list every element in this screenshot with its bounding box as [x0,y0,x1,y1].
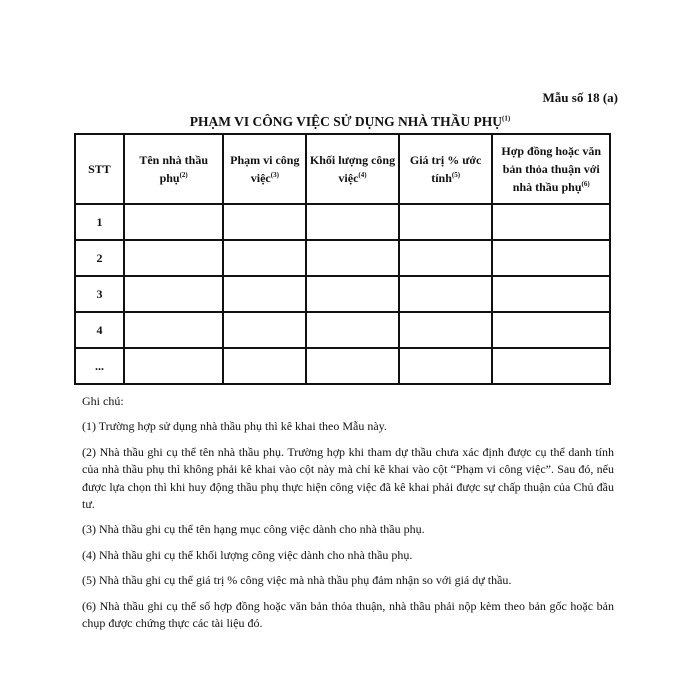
table-cell [223,204,306,240]
form-number: Mẫu số 18 (a) [542,90,618,105]
table-cell [223,348,306,384]
title-text: PHẠM VI CÔNG VIỆC SỬ DỤNG NHÀ THẦU PHỤ [189,114,503,129]
table-cell [124,348,224,384]
table-cell [306,240,399,276]
notes-heading: Ghi chú: [82,394,124,408]
table-row [75,276,610,312]
row-number: 2 [75,240,124,276]
table-cell [492,276,610,312]
note-item: (1) Trường hợp sử dụng nhà thầu phụ thì kê khai theo Mẫu này. [82,419,387,434]
table-cell [223,276,306,312]
table-row [75,348,610,384]
note-item: (6) Nhà thầu ghi cụ thể số hợp đồng hoặc văn bản thỏa thuận, nhà thầu phải nộp kèm theo bản gốc hoặc bản chụp được chứng thực các tài liệu đó. [82,598,614,630]
table-row [75,312,610,348]
table-cell [492,312,610,348]
table-header-row [75,134,610,204]
table-cell [306,312,399,348]
row-number: 1 [75,204,124,240]
document-title [0,114,700,130]
table-cell [306,276,399,312]
table-cell [223,312,306,348]
table-cell [492,204,610,240]
header-stt: STT [75,134,124,204]
notes-section [82,393,614,640]
note-item: (3) Nhà thầu ghi cụ thể tên hạng mục công việc dành cho nhà thầu phụ. [82,522,425,537]
header-subcontractor-name: Tên nhà thầu phụ$^{(2)}$ [124,134,224,204]
table-cell [223,240,306,276]
note-item: (2) Nhà thầu ghi cụ thể tên nhà thầu phụ. Trường hợp khi tham dự thầu chưa xác định được cụ thể danh tính của nhà thầu phụ thì không phải kê khai vào cột này mà chỉ kê khai vào cột “Phạm vi công việc”. Sau đó, nếu được lựa chọn thì khi huy động thầu phụ thực hiện công việc đã kê khai phải được sự chấp thuận của Chủ đầu tư. [82,444,614,511]
header-scope-of-work: Phạm vi công việc$^{(3)}$ [223,134,306,204]
table-row [75,240,610,276]
table-cell [124,276,224,312]
row-number: ... [75,348,124,384]
note-item: (5) Nhà thầu ghi cụ thể giá trị % công việc mà nhà thầu phụ đảm nhận so với giá dự thầu. [82,573,512,588]
table-cell [124,240,224,276]
table-cell [399,204,493,240]
subcontractor-table [74,133,611,385]
note-item: (4) Nhà thầu ghi cụ thể khối lượng công việc dành cho nhà thầu phụ. [82,547,413,562]
table-cell [399,348,493,384]
row-number: 3 [75,276,124,312]
table-cell [124,204,224,240]
header-estimated-value: Giá trị % ước tính$^{(5)}$ [399,134,493,204]
header-contract-agreement: Hợp đồng hoặc văn bản thỏa thuận với nhà thầu phụ$^{(6)}$ [492,134,610,204]
table-cell [492,348,610,384]
table-cell [399,240,493,276]
row-number: 4 [75,312,124,348]
title-footnote-marker: (1) [502,114,511,123]
table-cell [306,348,399,384]
header-work-volume: Khối lượng công việc$^{(4)}$ [306,134,399,204]
table-cell [306,204,399,240]
table-row [75,204,610,240]
table-cell [399,276,493,312]
table-cell [399,312,493,348]
table-cell [492,240,610,276]
table-cell [124,312,224,348]
